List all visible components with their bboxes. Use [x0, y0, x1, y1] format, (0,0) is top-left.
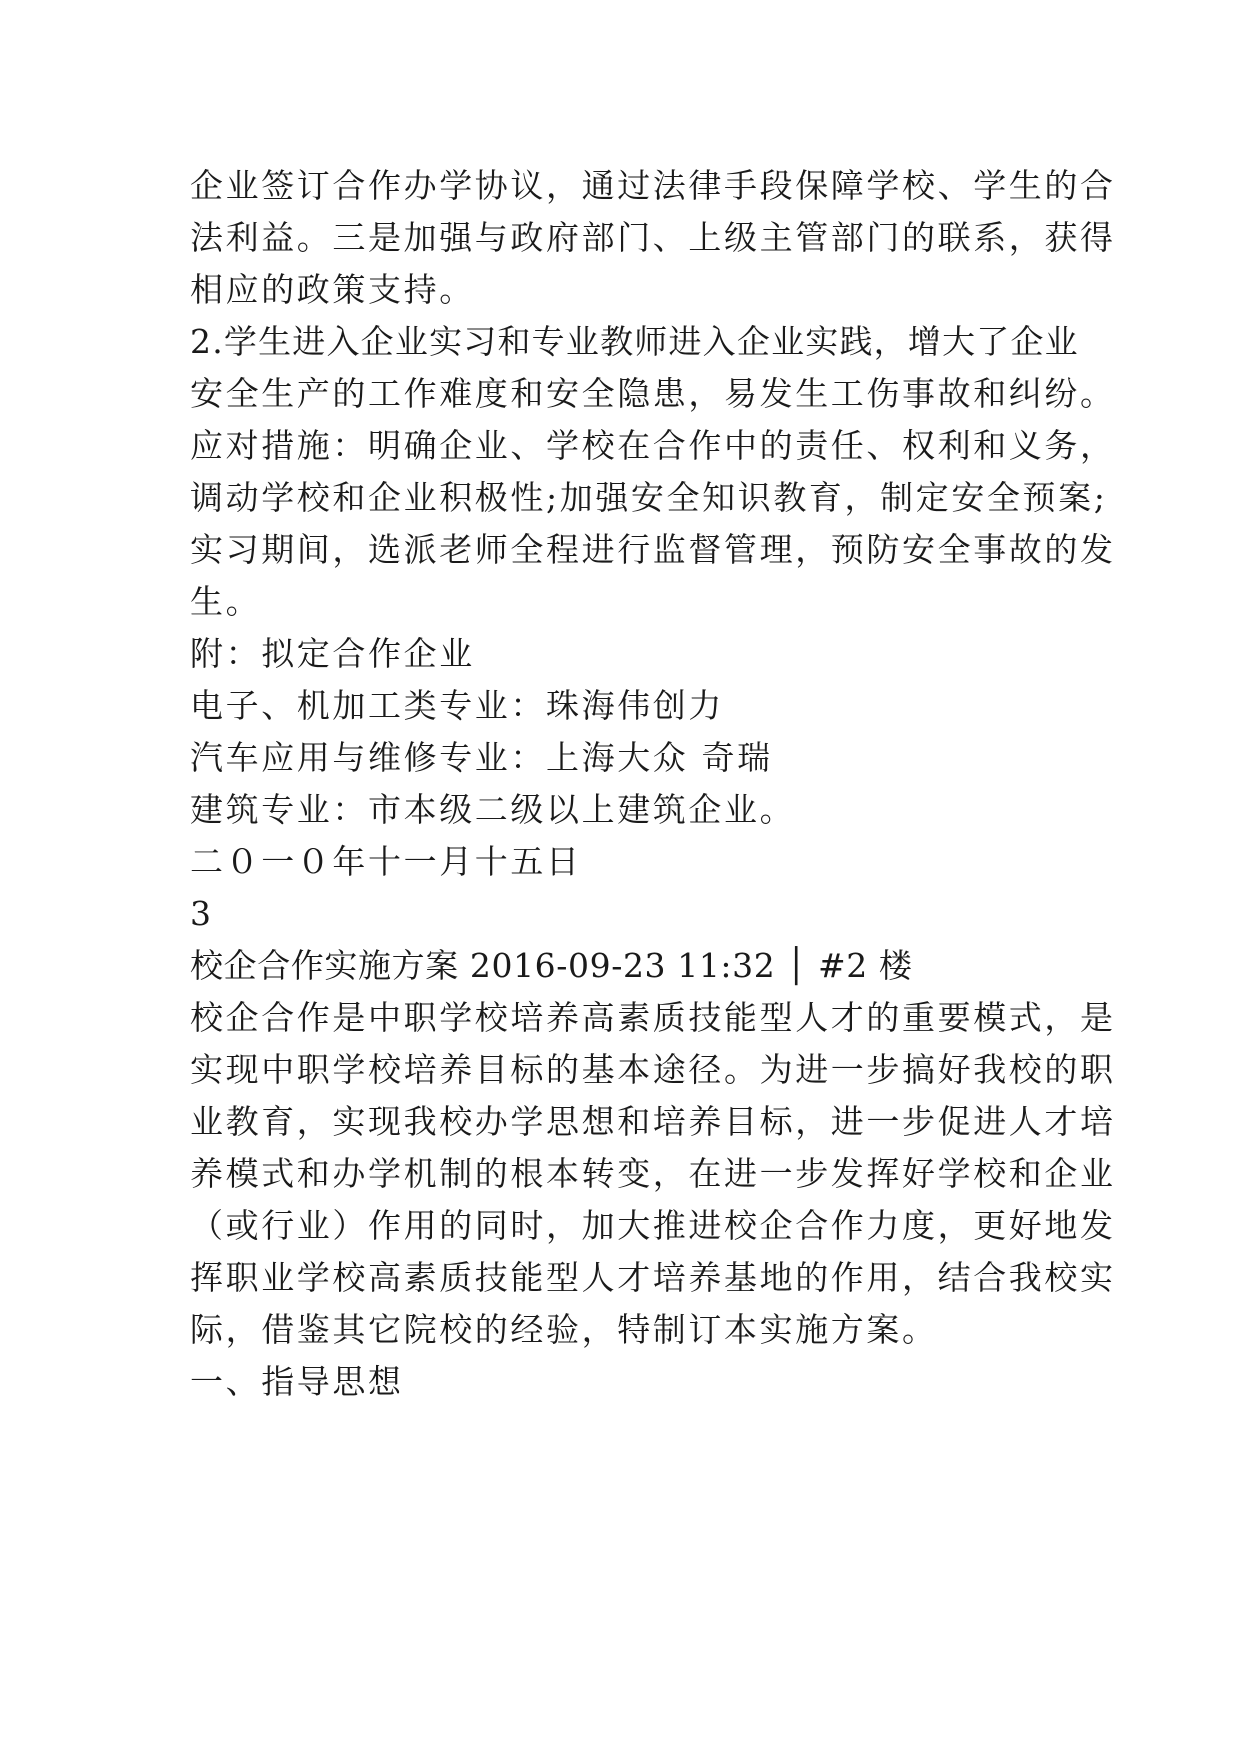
text-line: 养模式和办学机制的根本转变，在进一步发挥好学校和企业 — [190, 1154, 1116, 1193]
text-line: 调动学校和企业积极性;加强安全知识教育，制定安全预案; — [190, 478, 1108, 517]
text-line: （或行业）作用的同时，加大推进校企合作力度，更好地发 — [190, 1206, 1116, 1245]
text-line: 2.学生进入企业实习和专业教师进入企业实践，增大了企业 — [190, 322, 1079, 361]
section-heading: 一、指导思想 — [190, 1362, 404, 1401]
text-line: 际，借鉴其它院校的经验，特制订本实施方案。 — [190, 1310, 938, 1349]
text-line: 企业签订合作办学协议，通过法律手段保障学校、学生的合 — [190, 166, 1116, 205]
text-line: 应对措施：明确企业、学校在合作中的责任、权利和义务， — [190, 426, 1116, 465]
text-line: 电子、机加工类专业：珠海伟创力 — [190, 686, 724, 725]
text-line: 实现中职学校培养目标的基本途径。为进一步搞好我校的职 — [190, 1050, 1116, 1089]
text-line: 实习期间，选派老师全程进行监督管理，预防安全事故的发 — [190, 530, 1116, 569]
document-body — [190, 160, 1116, 1408]
text-line: 相应的政策支持。 — [190, 270, 475, 309]
date-line: 二０一０年十一月十五日 — [190, 842, 582, 881]
text-line: 安全生产的工作难度和安全隐患，易发生工伤事故和纠纷。 — [190, 374, 1116, 413]
text-line: 附：拟定合作企业 — [190, 634, 475, 673]
text-line: 法利益。三是加强与政府部门、上级主管部门的联系，获得 — [190, 218, 1116, 257]
text-line: 业教育，实现我校办学思想和培养目标，进一步促进人才培 — [190, 1102, 1116, 1141]
text-line: 校企合作是中职学校培养高素质技能型人才的重要模式，是 — [190, 998, 1116, 1037]
text-line: 汽车应用与维修专业：上海大众 奇瑞 — [190, 738, 773, 777]
text-line: 挥职业学校高素质技能型人才培养基地的作用，结合我校实 — [190, 1258, 1116, 1297]
text-line: 生。 — [190, 582, 262, 621]
text-line: 建筑专业：市本级二级以上建筑企业。 — [190, 790, 796, 829]
post-header: 校企合作实施方案 2016-09-23 11:32 │ #2 楼 — [190, 946, 913, 985]
page-number: 3 — [190, 894, 214, 933]
